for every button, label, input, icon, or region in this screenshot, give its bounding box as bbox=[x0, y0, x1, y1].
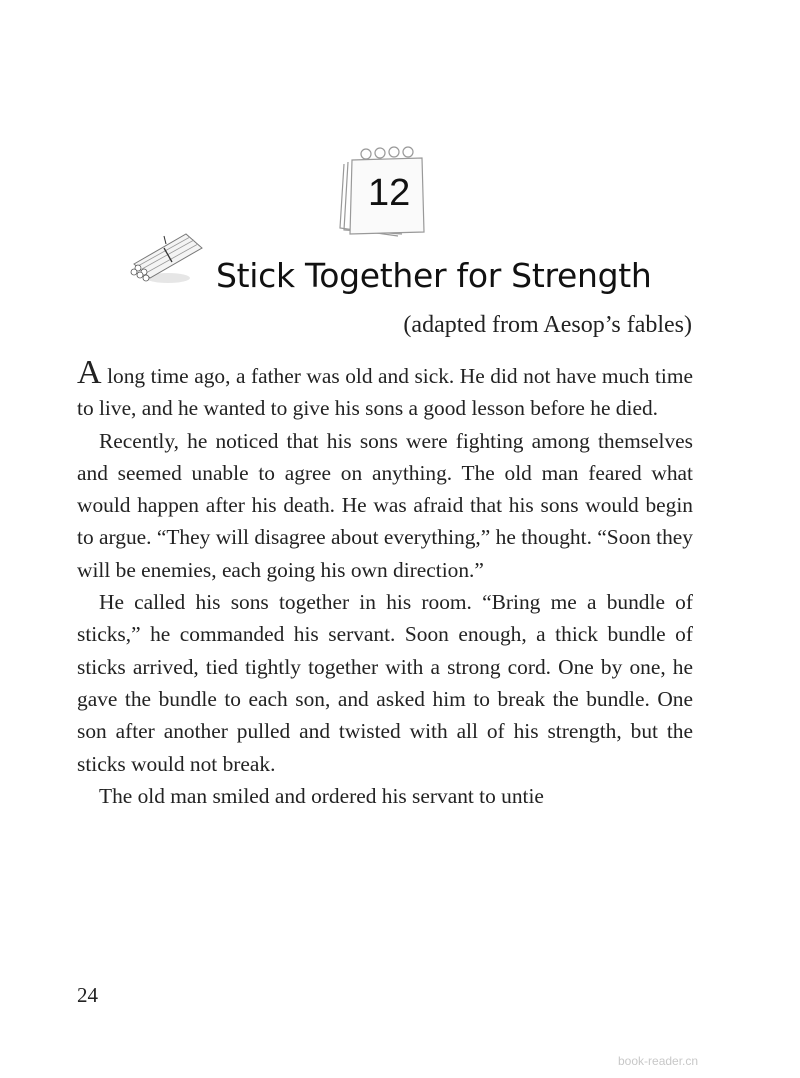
drop-cap: A bbox=[77, 354, 102, 391]
paragraph: He called his sons together in his room. “Bring me a bundle of sticks,” he commanded his servant. Soon enough, a thick bundle of sticks arrived, tied tightly together with a strong cord. One by one, he gave the bundle to each son, and asked him to break the bundle. One son after another pulled and twisted with all of his strength, but the sticks would not break. bbox=[77, 590, 693, 776]
chapter-subtitle: (adapted from Aesop’s fables) bbox=[403, 312, 692, 338]
stick-bundle-icon bbox=[128, 228, 208, 288]
story-body bbox=[77, 354, 693, 812]
page-number: 24 bbox=[77, 983, 98, 1007]
watermark: book-reader.cn bbox=[618, 1054, 699, 1068]
chapter-title: Stick Together for Strength bbox=[216, 256, 652, 295]
chapter-number: 12 bbox=[368, 172, 411, 214]
paragraph: A long time ago, a father was old and sick. He did not have much time to live, and he wanted to give his sons a good lesson before he died. bbox=[77, 354, 693, 421]
paragraph: Recently, he noticed that his sons were fighting among themselves and seemed unable to agree on anything. The old man feared what would happen after his death. He was afraid that his sons would begin to argue. “They will disagree about everything,” he thought. “Soon they will be enemies, each going his own direction.” bbox=[77, 428, 693, 582]
paragraph: The old man smiled and ordered his servant to untie bbox=[99, 783, 544, 808]
